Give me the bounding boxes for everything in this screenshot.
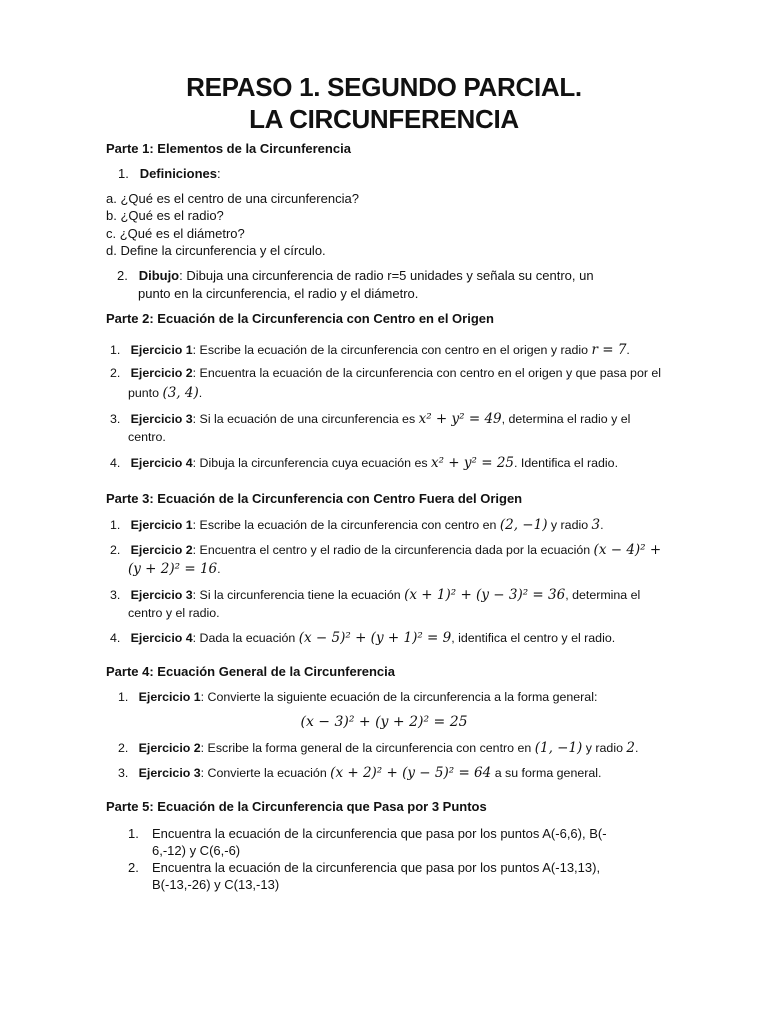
list-label: Dibujo (138, 268, 180, 283)
exercise-item (118, 690, 597, 704)
exercise-item (110, 587, 640, 603)
exercise-text-continued: centro y el radio. (128, 606, 220, 620)
exercise-item (110, 630, 615, 646)
exercise-text-end: . (635, 741, 639, 755)
exercise-text: : Si la ecuación de una circunferencia es (192, 412, 419, 426)
math-expression: (x + 1)² + (y − 3)² = 36 (404, 587, 566, 603)
math-expression: (x − 5)² + (y + 1)² = 9 (298, 630, 452, 646)
exercise-item (110, 366, 661, 380)
exercise-text-after: y radio (547, 518, 592, 532)
list-number: 3. (110, 588, 121, 602)
exercise-text: : Encuentra la ecuación de la circunferencia con centro en el origen y que pasa por el (192, 366, 662, 380)
exercise-item (118, 765, 601, 781)
exercise-label: Ejercicio 1 (130, 518, 193, 532)
exercise-label: Ejercicio 3 (138, 766, 201, 780)
list-number: 1. (118, 166, 129, 181)
list-text: Encuentra la ecuación de la circunferencia que pasa por los puntos A(-6,6), B(- (152, 826, 607, 841)
list-number: 1. (110, 343, 121, 357)
exercise-text-after: , identifica el centro y el radio. (451, 631, 616, 645)
question-item: c. ¿Qué es el diámetro? (106, 226, 245, 241)
math-expression: (y + 2)² = 16 (128, 561, 218, 577)
math-expression: 3 (591, 517, 601, 533)
math-expression: r = 7 (591, 342, 627, 358)
math-expression: (x − 4)² + (593, 542, 662, 558)
list-item (117, 268, 594, 283)
exercise-text: : Encuentra el centro y el radio de la circunferencia dada por la ecuación (192, 543, 594, 557)
exercise-text-end: . (217, 562, 221, 576)
exercise-label: Ejercicio 3 (130, 588, 193, 602)
exercise-label: Ejercicio 1 (138, 690, 201, 704)
exercise-item (110, 517, 604, 533)
list-number: 4. (110, 456, 121, 470)
exercise-text: : Dibuja la circunferencia cuya ecuación es (192, 456, 431, 470)
exercise-text: : Escribe la forma general de la circunferencia con centro en (200, 741, 535, 755)
exercise-text-end: . (198, 386, 203, 400)
exercise-item (110, 455, 618, 471)
exercise-text-after: . Identifica el radio. (514, 456, 619, 470)
list-text: : (216, 166, 221, 181)
exercise-text-after: a su forma general. (491, 766, 602, 780)
math-expression: 2 (626, 740, 635, 756)
section-heading-part1: Parte 1: Elementos de la Circunferencia (106, 141, 351, 156)
exercise-label: Ejercicio 4 (130, 631, 193, 645)
list-number: 2. (110, 543, 121, 557)
list-text-continued: 6,-12) y C(6,-6) (152, 843, 241, 858)
exercise-text-end: . (626, 343, 630, 357)
question-item: a. ¿Qué es el centro de una circunferencia? (106, 191, 359, 206)
exercise-label: Ejercicio 4 (130, 456, 193, 470)
math-expression: x² + y² = 25 (430, 455, 515, 471)
math-expression: (3, 4) (162, 385, 199, 401)
page-title-line2: LA CIRCUNFERENCIA (249, 104, 519, 134)
display-equation: (x − 3)² + (y + 2)² = 25 (300, 714, 468, 730)
list-number: 2. (117, 268, 128, 283)
exercise-label: Ejercicio 3 (130, 412, 193, 426)
section-heading-part5: Parte 5: Ecuación de la Circunferencia que Pasa por 3 Puntos (106, 799, 487, 814)
section-heading-part2: Parte 2: Ecuación de la Circunferencia con Centro en el Origen (106, 311, 494, 326)
list-number: 3. (118, 766, 129, 780)
math-expression: x² + y² = 49 (418, 411, 502, 427)
math-expression: (x + 2)² + (y − 5)² = 64 (330, 765, 492, 781)
exercise-text-after: , determina el (565, 588, 641, 602)
list-label: Definiciones (139, 166, 217, 181)
question-item: b. ¿Qué es el radio? (106, 208, 224, 223)
list-text-continued: punto en la circunferencia, el radio y el diámetro. (138, 286, 419, 301)
math-expression: (1, −1) (534, 740, 583, 756)
question-item: d. Define la circunferencia y el círculo. (106, 243, 326, 258)
exercise-text: punto (128, 386, 163, 400)
list-number: 1. (110, 518, 121, 532)
section-heading-part4: Parte 4: Ecuación General de la Circunferencia (106, 664, 396, 679)
section-heading-part3: Parte 3: Ecuación de la Circunferencia con Centro Fuera del Origen (106, 491, 523, 506)
list-item (118, 166, 221, 181)
exercise-text: : Escribe la ecuación de la circunferencia con centro en (192, 518, 500, 532)
exercise-text: : Escribe la ecuación de la circunferencia con centro en el origen y radio (192, 343, 592, 357)
list-text: : Dibuja una circunferencia de radio r=5 unidades y señala su centro, un (179, 268, 594, 283)
exercise-item (110, 342, 630, 358)
page-title-line1: REPASO 1. SEGUNDO PARCIAL. (186, 72, 582, 102)
exercise-text-end: . (600, 518, 604, 532)
exercise-text: : Convierte la siguiente ecuación de la circunferencia a la forma general: (200, 690, 598, 704)
exercise-text: : Si la circunferencia tiene la ecuación (192, 588, 405, 602)
exercise-label: Ejercicio 1 (130, 343, 193, 357)
exercise-label: Ejercicio 2 (138, 741, 201, 755)
exercise-text-after: , determina el radio y el (501, 412, 631, 426)
exercise-item (110, 411, 630, 427)
list-text: Encuentra la ecuación de la circunferencia que pasa por los puntos A(-13,13), (152, 860, 601, 875)
exercise-text-after: y radio (582, 741, 627, 755)
exercise-text: : Dada la ecuación (192, 631, 299, 645)
list-number: 2. (128, 860, 139, 875)
math-expression: (2, −1) (499, 517, 548, 533)
list-number: 2. (110, 366, 121, 380)
exercise-item (118, 740, 638, 756)
exercise-text: : Convierte la ecuación (200, 766, 331, 780)
list-number: 2. (118, 741, 129, 755)
list-number: 1. (118, 690, 129, 704)
exercise-label: Ejercicio 2 (130, 366, 193, 380)
exercise-text-continued (128, 561, 221, 577)
exercise-item (110, 542, 661, 558)
list-number: 1. (128, 826, 139, 841)
list-number: 4. (110, 631, 121, 645)
exercise-text-continued: centro. (128, 430, 166, 444)
list-text-continued: B(-13,-26) y C(13,-13) (152, 877, 280, 892)
list-number: 3. (110, 412, 121, 426)
exercise-text-continued (128, 385, 202, 401)
exercise-label: Ejercicio 2 (130, 543, 193, 557)
